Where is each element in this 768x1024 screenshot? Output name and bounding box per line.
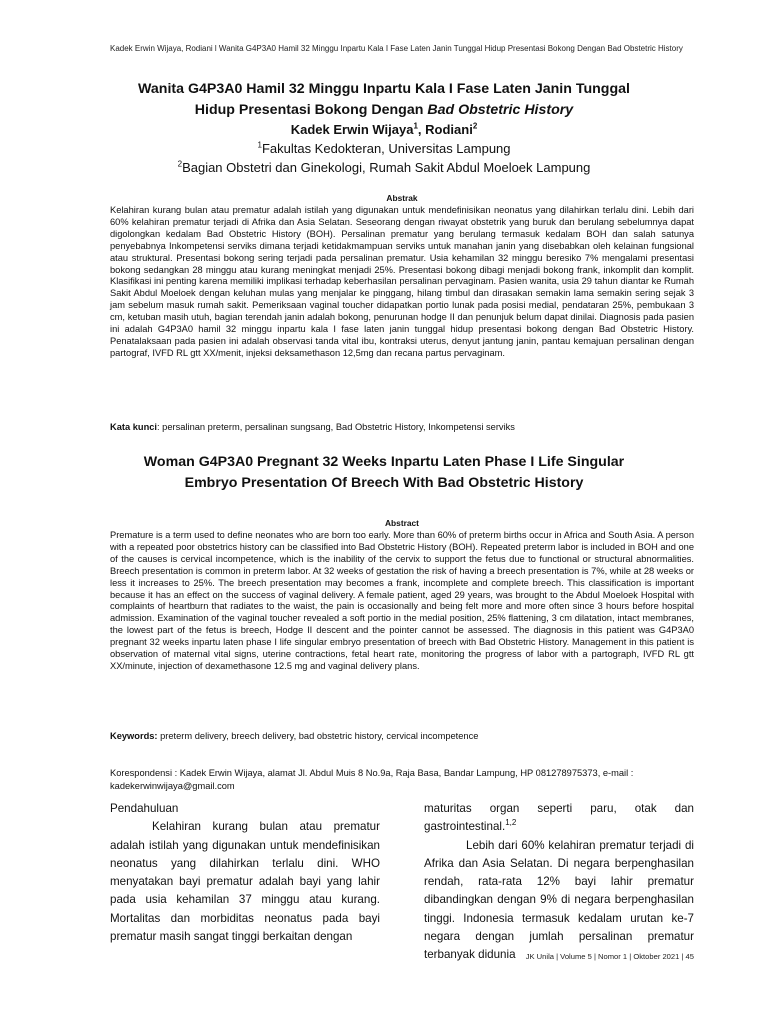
article-title-indonesian	[90, 79, 678, 121]
author-name: Rodiani	[425, 122, 473, 137]
intro-paragraph-2: Lebih dari 60% kelahiran prematur terjadi di Afrika dan Asia Selatan. Di negara berpenghasilan rendah, rata-rata 12% bayi lahir prematur dibandingkan dengan 9% di negara berpenghasilan tinggi. Indonesia termasuk kedalam urutan ke-7 negara dengan jumlah persalinan prematur terbanyak didunia	[424, 838, 694, 962]
correspondence	[110, 767, 694, 793]
affiliation-text: Bagian Obstetri dan Ginekologi, Rumah Sakit Abdul Moeloek Lampung	[182, 160, 591, 175]
kata-kunci-text: : persalinan preterm, persalinan sungsang, Bad Obstetric History, Inkompetensi serviks	[157, 422, 515, 432]
title-line-1: Wanita G4P3A0 Hamil 32 Minggu Inpartu Kala I Fase Laten Janin Tunggal	[138, 81, 630, 97]
author-affiliation-mark: 2	[472, 121, 478, 131]
article-title-english	[90, 452, 678, 494]
kata-kunci-label: Kata kunci	[110, 422, 158, 432]
title-line-2-italic: Bad Obstetric History	[427, 102, 574, 118]
abstract-body: Premature is a term used to define neonates who are born too early. More than 60% of preterm births occur in Africa and South Asia. A person with a repeated poor obstetrics history can be classified into Bad Obstetric History (BOH). Repeated preterm labor is included in BOH and one of the causes is cervical incompetence, which is the inability of the cervix to support the fetus due to functional or structural abnormalities. Breech presentation is common in preterm labor. At 32 weeks of gestation the risk of having a breech presentation is 7%, while at 28 weeks or less it increases to 25%. The breech presentation may becomes a frank, incomplete and complete breech. This classification is important because it has an effect on the success of vaginal delivery. A female patient, aged 29 years, was brought to the Abdul Moeloek Hospital with complaints of heartburn that radiates to the waist, the pain is occasionally and being felt more and more often since 3 hours before hospital admission. Examination of the vaginal toucher revealed a soft portio in the medial position, 25% flattening, 3 cm dilatation, intact membranes, the lowest part of the fetus is breech, Hodge II descent and the pointer cannot be assessed. The diagnosis in this patient was G4P3A0 pregnant 32 weeks inpartu laten phase I life singular embryo presentation of breech with Bad Obstetric History. Management in this patient is observation of maternal vital signs, uterine contractions, fetal heart rate, monitoring the progress of labor with a partograph, IVFD RL gtt XX/minute, injection of dexamethasone 12.5 mg and vaginal delivery plans.	[110, 530, 694, 671]
author-list	[90, 121, 678, 139]
continuation-text: maturitas organ seperti paru, otak dan gastrointestinal.	[424, 802, 694, 834]
affiliation	[90, 139, 678, 158]
correspondence-line: Korespondensi : Kadek Erwin Wijaya, alamat Jl. Abdul Muis 8 No.9a, Raja Basa, Bandar Lampung, HP 081278975373, e-mail :	[110, 768, 634, 778]
author-name: Kadek Erwin Wijaya	[290, 122, 414, 137]
affiliation-text: Fakultas Kedokteran, Universitas Lampung	[261, 141, 511, 156]
correspondence-email: kadekerwinwijaya@gmail.com	[110, 781, 235, 791]
title-line-2: Hidup Presentasi Bokong Dengan	[194, 102, 428, 118]
keywords-label: Keywords:	[110, 731, 158, 741]
keywords	[110, 730, 694, 742]
intro-continuation	[424, 800, 694, 837]
section-heading-pendahuluan: Pendahuluan	[110, 802, 179, 815]
english-title-line-2: Embryo Presentation Of Breech With Bad Obstetric History	[184, 475, 584, 491]
page-footer: JK Unila | Volume 5 | Nomor 1 | Oktober 2021 | 45	[525, 952, 694, 961]
affiliation-mark: 2	[177, 159, 183, 169]
abstract-heading: Abstract	[385, 518, 419, 528]
author-separator: ,	[417, 122, 426, 137]
citation-mark: 1,2	[505, 818, 517, 828]
abstrak-body: Kelahiran kurang bulan atau prematur adalah istilah yang digunakan untuk mendefinisikan neonatus yang dilahirkan terlalu dini. Lebih dari 60% kelahiran prematur terjadi di Afrika dan Asia Selatan. Seseorang dengan riwayat obstetrik yang buruk dan berulang sebelumnya dapat digolongkan kedalam Bad Obstetric History (BOH). Persalinan prematur yang berulang termasuk kedalam BOH dan salah satunya penyebabnya Inkompetensi serviks dimana terjadi ketidakmampuan serviks untuk manahan janin yang disebabkan oleh kelainan fungsional atau struktural. Presentasi bokong sering terjadi pada persalinan prematur. Usia kehamilan 32 minggu beresiko 7% mengalami presentasi bokong sedangkan 28 minggu atau kurang meningkat menjadi 25%. Presentasi bokong dibagi menjadi bokong frank, inkomplit dan komplit. Klasifikasi ini penting karena memiliki implikasi terhadap keberhasilan persalinan pervaginam. Pasien wanita, usia 29 tahun diantar ke Rumah Sakit Abdul Moeloek dengan keluhan mulas yang menjalar ke pinggang, hilang timbul dan dirasakan semakin lama semakin sering sejak 3 jam sebelum masuk rumah sakit. Pemeriksaan vaginal toucher didapatkan portio lunak pada posisi medial, pendataran 25%, pembukaan 3 cm, ketuban masih utuh, bagian terendah janin adalah bokong, penurunan hodge II dan penunjuk belum dapat dinilai. Diagnosis pada pasien ini adalah G4P3A0 hamil 32 minggu inpartu kala I fase laten janin tunggal hidup presentasi bokong dengan Bad Obstetric History. Penatalaksaan pada pasien ini adalah observasi tanda vital ibu, kontraksi uterus, denyut jantung janin, pantau kemajuan persalinan dengan partograf, IVFD RL gtt XX/menit, injeksi deksamethason 12,5mg dan recana partus pervaginam.	[110, 205, 694, 358]
abstrak-heading: Abstrak	[386, 193, 418, 203]
left-column	[110, 800, 380, 946]
keywords-text: preterm delivery, breech delivery, bad obstetric history, cervical incompetence	[157, 731, 479, 741]
kata-kunci	[110, 421, 694, 433]
english-title-line-1: Woman G4P3A0 Pregnant 32 Weeks Inpartu Laten Phase I Life Singular	[143, 454, 625, 470]
affiliation	[90, 158, 678, 177]
intro-paragraph: Kelahiran kurang bulan atau prematur adalah istilah yang digunakan untuk mendefinisikan neonatus yang dilahirkan terlalu dini. WHO menyatakan bayi prematur adalah bayi yang lahir pada usia kehamilan 37 minggu atau kurang. Mortalitas dan morbiditas neonatus pada bayi prematur masih sangat tinggi berkaitan dengan	[110, 820, 380, 944]
author-affiliation-mark: 1	[413, 121, 418, 131]
running-header: Kadek Erwin Wijaya, Rodiani l Wanita G4P3A0 Hamil 32 Minggu Inpartu Kala I Fase Laten Janin Tunggal Hidup Presentasi Bokong Dengan Bad Obstetric History	[110, 44, 683, 53]
right-column	[424, 800, 694, 965]
affiliation-mark: 1	[257, 140, 262, 150]
